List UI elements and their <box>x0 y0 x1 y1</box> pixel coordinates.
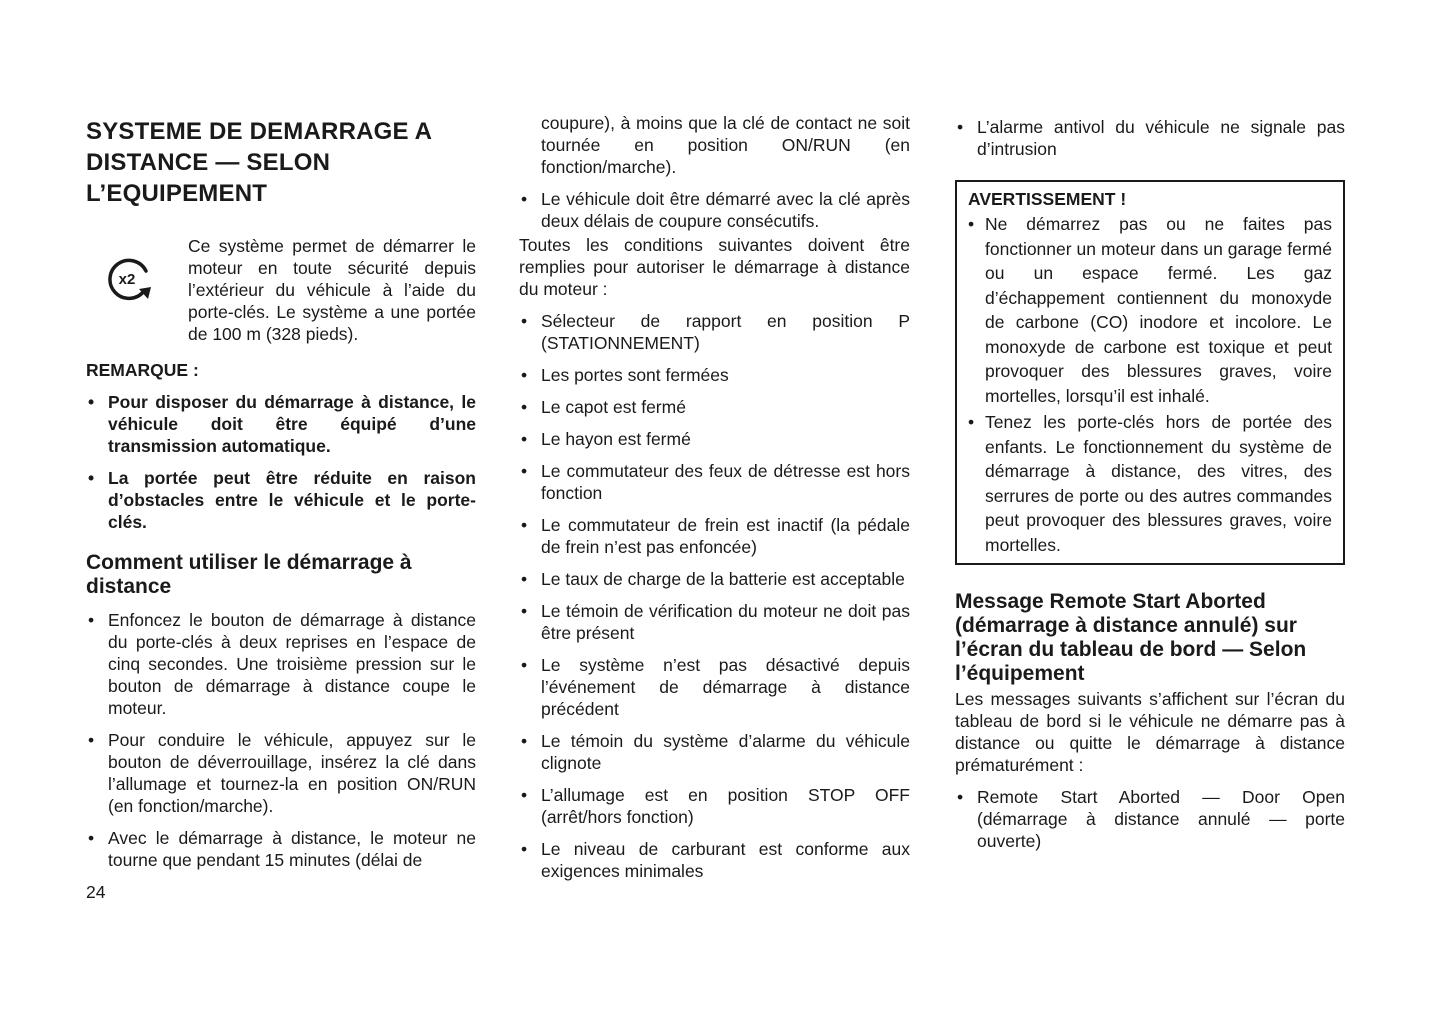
remark-list <box>86 391 476 533</box>
remote-start-x2-icon <box>86 235 188 345</box>
warning-list <box>968 212 1332 557</box>
message-item: • Remote Start Aborted — Door Open (démarrage à distance annulé — porte ouverte) <box>955 786 1345 852</box>
page-number: 24 <box>86 882 106 902</box>
condition-item: • Le témoin de vérification du moteur ne doit pas être présent <box>519 600 910 644</box>
conditions-list <box>519 310 910 882</box>
section-heading-how-to-use: Comment utiliser le démarrage à distance <box>86 551 412 598</box>
list-item: • Avec le démarrage à distance, le moteur ne tourne que pendant 15 minutes (délai de <box>86 827 476 871</box>
column-1 <box>86 112 476 871</box>
page-title: SYSTEME DE DEMARRAGE A DISTANCE — SELON L’EQUIPEMENT <box>86 118 432 207</box>
section-heading-remote-start-aborted: Message Remote Start Aborted (démarrage à distance annulé) sur l’écran du tableau de bord — Selon l’équipement <box>955 590 1307 685</box>
conditions-intro: Toutes les conditions suivantes doivent être remplies pour autoriser le démarrage à distance du moteur : <box>519 235 910 299</box>
condition-item: • Les portes sont fermées <box>519 364 910 386</box>
messages-list <box>955 786 1345 852</box>
condition-item: • Le commutateur des feux de détresse est hors fonction <box>519 460 910 504</box>
condition-item: • L’alarme antivol du véhicule ne signale pas d’intrusion <box>955 116 1345 160</box>
column-2 <box>519 112 910 882</box>
icon-label-text: x2 <box>118 271 136 288</box>
continued-list <box>519 112 910 232</box>
warning-item: • Tenez les porte-clés hors de portée des enfants. Le fonctionnement du système de démarrage à distance, des vitres, des serrures de porte ou des autres commandes peut provoquer des blessures graves, voire mortelles. <box>968 410 1332 557</box>
condition-item: • L’allumage est en position STOP OFF (arrêt/hors fonction) <box>519 784 910 828</box>
condition-item: • Le capot est fermé <box>519 396 910 418</box>
list-item: • Enfoncez le bouton de démarrage à distance du porte-clés à deux reprises en l’espace de cinq secondes. Une troisième pression sur le bouton de démarrage à distance coupe le moteur. <box>86 609 476 719</box>
remark-item: • Pour disposer du démarrage à distance, le véhicule doit être équipé d’une transmission automatique. <box>86 391 476 457</box>
continued-conditions-list <box>955 116 1345 160</box>
condition-item: • Le taux de charge de la batterie est acceptable <box>519 568 910 590</box>
section-paragraph: Les messages suivants s’affichent sur l’écran du tableau de bord si le véhicule ne démarre pas à distance ou quitte le démarrage à distance prématurément : <box>955 689 1345 775</box>
warning-box <box>955 180 1345 565</box>
column-3 <box>955 112 1345 852</box>
intro-block <box>86 235 476 345</box>
how-to-use-list <box>86 609 476 871</box>
list-item-continuation: coupure), à moins que la clé de contact ne soit tournée en position ON/RUN (en fonction/marche). <box>541 113 910 177</box>
condition-item: • Le niveau de carburant est conforme aux exigences minimales <box>519 838 910 882</box>
list-item: • Pour conduire le véhicule, appuyez sur le bouton de déverrouillage, insérez la clé dans l’allumage et tournez-la en position ON/RUN (en fonction/marche). <box>86 729 476 817</box>
condition-item: • Le commutateur de frein est inactif (la pédale de frein n’est pas enfoncée) <box>519 514 910 558</box>
condition-item: • Le témoin du système d’alarme du véhicule clignote <box>519 730 910 774</box>
condition-item: • Sélecteur de rapport en position P (STATIONNEMENT) <box>519 310 910 354</box>
intro-text: Ce système permet de démarrer le moteur en toute sécurité depuis l’extérieur du véhicule à l’aide du porte-clés. Le système a une portée de 100 m (328 pieds). <box>188 236 476 344</box>
remark-item: • La portée peut être réduite en raison d’obstacles entre le véhicule et le porte-clés. <box>86 467 476 533</box>
list-item: • Le véhicule doit être démarré avec la clé après deux délais de coupure consécutifs. <box>519 188 910 232</box>
condition-item: • Le système n’est pas désactivé depuis l’événement de démarrage à distance précédent <box>519 654 910 720</box>
condition-item: • Le hayon est fermé <box>519 428 910 450</box>
remark-label: REMARQUE : <box>86 360 199 380</box>
warning-item: • Ne démarrez pas ou ne faites pas fonctionner un moteur dans un garage fermé ou un espace fermé. Les gaz d’échappement contiennent du monoxyde de carbone (CO) inodore et incolore. Le monoxyde de carbone est toxique et peut provoquer des blessures graves, voire mortelles, lorsqu’il est inhalé. <box>968 212 1332 408</box>
warning-title: AVERTISSEMENT ! <box>968 189 1127 209</box>
